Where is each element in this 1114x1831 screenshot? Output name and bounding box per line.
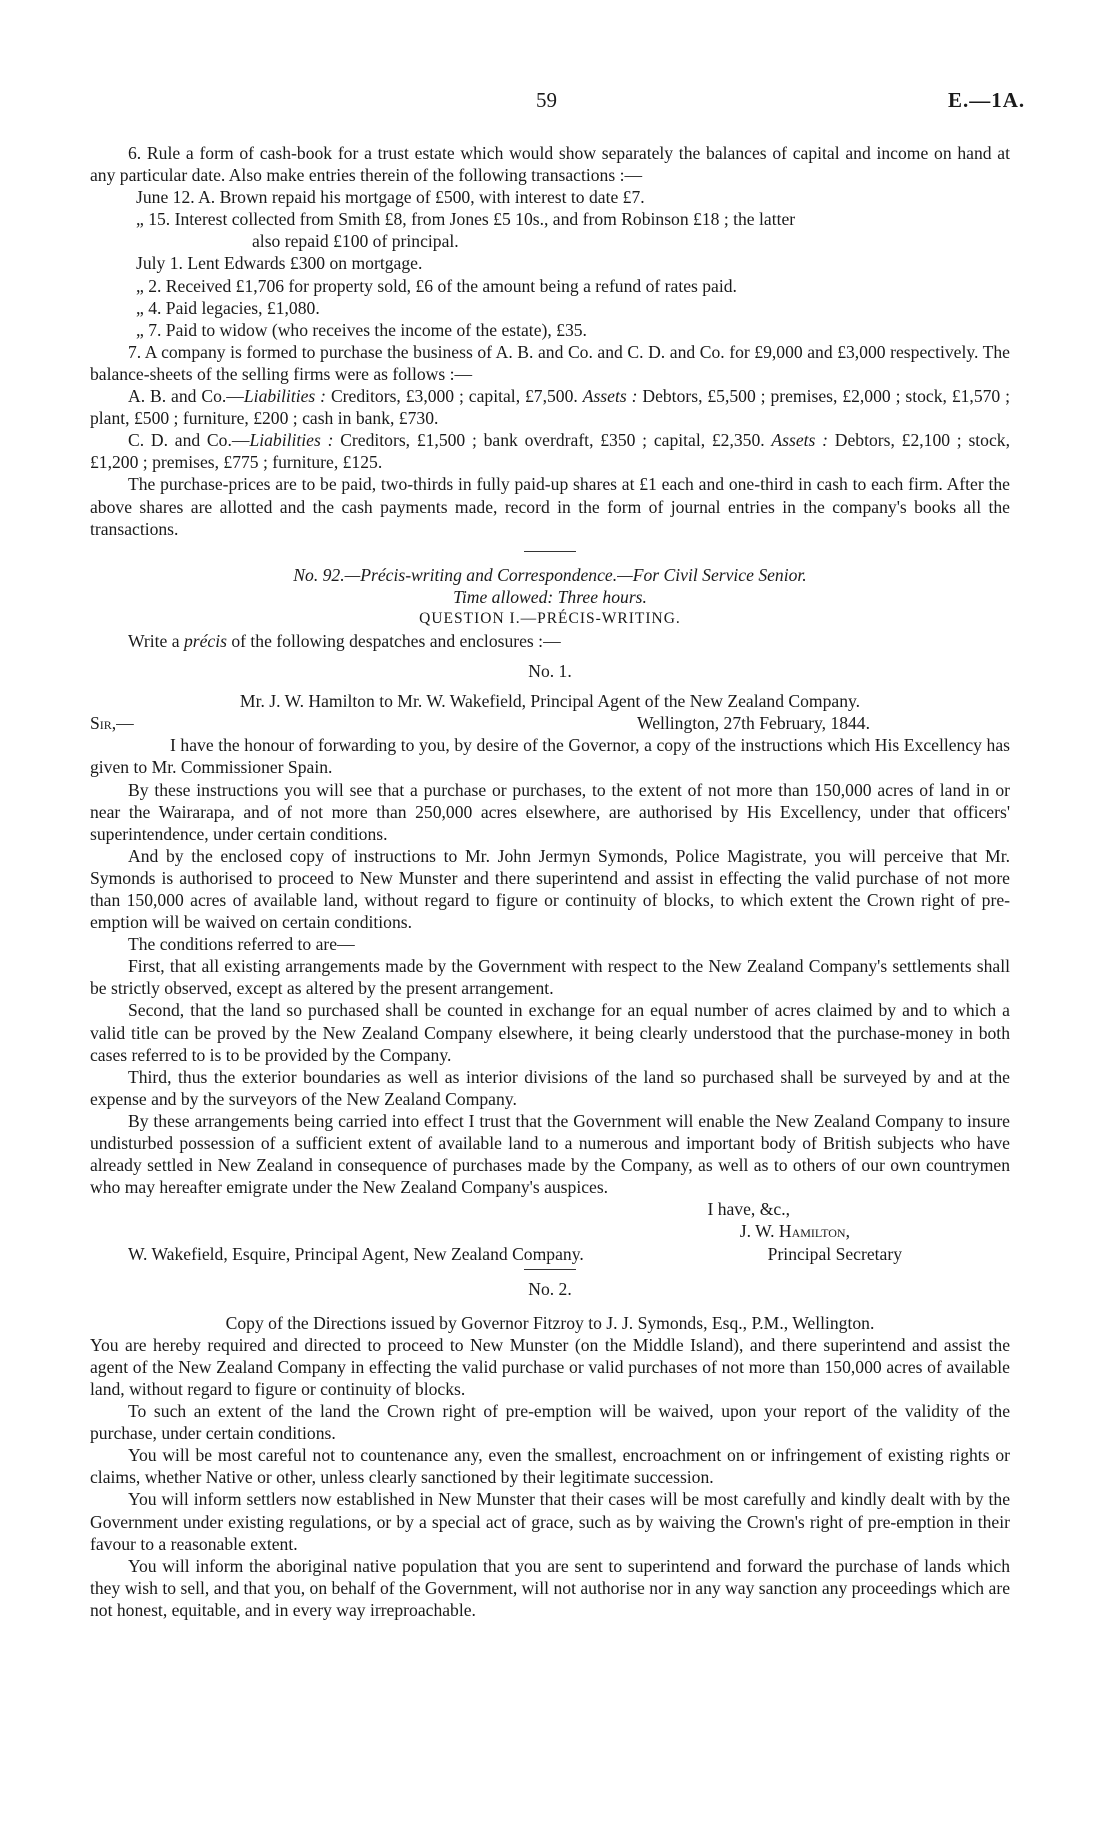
question-7-closing: The purchase-prices are to be paid, two-thirds in fully paid-up shares at £1 each and one-third in cash to each firm. After the above shares are allotted and the cash payments made, record in the form of journal entries in the company's books all the transactions.: [90, 474, 1010, 539]
instruction-text: Write a: [128, 630, 184, 651]
section-divider: [524, 551, 576, 552]
exam-instruction: [90, 630, 1010, 652]
transaction-line: „ 15. Interest collected from Smith £8, from Jones £5 10s., and from Robinson £18 ; the latter: [136, 209, 796, 230]
letter-paragraph: By these arrangements being carried into effect I trust that the Government will enable the New Zealand Company to insure undisturbed possession of a sufficient extent of available land to a numerous and important body of British subjects who have already settled in New Zealand in consequence of purchases made by the Company, as well as to others of our own countrymen who may hereafter emigrate under the New Zealand Company's auspices.: [90, 1110, 1010, 1198]
firm-name: C. D. and Co.—: [128, 430, 250, 451]
assets-text: Debtors, £2,100 ; stock, £1,200 ; premises, £775 ; furniture, £125.: [90, 430, 1010, 473]
letter-1-footer-row: [90, 1243, 1010, 1265]
letter-2-heading: Copy of the Directions issued by Governor Fitzroy to J. J. Symonds, Esq., P.M., Wellington.: [225, 1312, 875, 1333]
question-7-intro: 7. A company is formed to purchase the business of A. B. and Co. and C. D. and Co. for £9,000 and £3,000 respectively. The balance-sheets of the selling firms were as follows :—: [90, 341, 1010, 384]
exam-title: No. 92.—Précis-writing and Correspondence.—For Civil Service Senior.: [293, 564, 807, 585]
liabilities-label: Liabilities :: [249, 430, 334, 451]
signatory-title: Principal Secretary: [767, 1243, 902, 1264]
place-date: Wellington, 27th February, 1844.: [637, 713, 870, 734]
letter-paragraph: You are hereby required and directed to proceed to New Munster (on the Middle Island), and there superintend and assist the agent of the New Zealand Company in effecting the valid purchase or valid purchases of not more than 150,000 acres of available land, without regard to figure or continuity of blocks.: [90, 1334, 1010, 1399]
transaction-line: „ 4. Paid legacies, £1,080.: [136, 297, 320, 318]
letter-paragraph: Second, that the land so purchased shall be counted in exchange for an equal number of acres claimed by and to which a valid title can be proved by the New Zealand Company elsewhere, it being clearly understood that the purchase-money in both cases referred to is to be provided by the Company.: [90, 1000, 1010, 1065]
balance-sheet-cd: [90, 429, 1010, 473]
letter-paragraph: And by the enclosed copy of instructions to Mr. John Jermyn Symonds, Police Magistrate, you will perceive that Mr. Symonds is authorised to proceed to New Munster and there superintend and assist in effecting the valid purchase of not more than 150,000 acres of available land, without regard to figure or continuity of blocks, to which extent the Crown right of pre-emption will be waived on certain conditions.: [90, 845, 1010, 933]
instruction-text: of the following despatches and enclosures :—: [226, 630, 561, 651]
question-6-intro: 6. Rule a form of cash-book for a trust estate which would show separately the balances of capital and income on hand at any particular date. Also make entries therein of the following transactions :—: [90, 143, 1010, 186]
page-number: 59: [536, 88, 557, 112]
letter-paragraph: You will be most careful not to countenance any, even the smallest, encroachment on or infringement of existing rights or claims, whether Native or other, unless clearly sanctioned by their legitimate succession.: [90, 1445, 1010, 1488]
balance-sheet-ab: [90, 385, 1010, 429]
letter-closing: I have, &c.,: [707, 1199, 790, 1220]
exam-time: Time allowed: Three hours.: [453, 586, 647, 607]
letter-paragraph: I have the honour of forwarding to you, by desire of the Governor, a copy of the instructions which His Excellency has given to Mr. Commissioner Spain.: [90, 735, 1010, 778]
letter-paragraph: You will inform settlers now established in New Munster that their cases will be most carefully and kindly dealt with by the Government under existing regulations, or by a special act of grace, such as by waiving the Crown's right of pre-emption in their favour to a reasonable extent.: [90, 1489, 1010, 1554]
letter-1-heading: Mr. J. W. Hamilton to Mr. W. Wakefield, Principal Agent of the New Zealand Company.: [239, 691, 861, 712]
addressee: W. Wakefield, Esquire, Principal Agent, New Zealand Company.: [128, 1243, 584, 1264]
letter-paragraph: First, that all existing arrangements made by the Government with respect to the New Zealand Company's settlements shall be strictly observed, except as altered by the present arrangement.: [90, 956, 1010, 999]
question-heading: QUESTION I.—PRÉCIS-WRITING.: [419, 609, 681, 627]
transaction-line: July 1. Lent Edwards £300 on mortgage.: [136, 253, 423, 274]
letter-paragraph: The conditions referred to are—: [128, 934, 355, 955]
liabilities-text: Creditors, £3,000 ; capital, £7,500.: [326, 386, 583, 407]
firm-name: A. B. and Co.—: [128, 386, 244, 407]
salutation: Sir,—: [90, 713, 134, 734]
letter-paragraph: To such an extent of the land the Crown right of pre-emption will be waived, upon your report of the validity of the purchase, under certain conditions.: [90, 1401, 1010, 1444]
instruction-italic: précis: [183, 630, 227, 651]
assets-label: Assets :: [582, 386, 638, 407]
letter-2-number: No. 2.: [528, 1278, 572, 1299]
assets-label: Assets :: [771, 430, 829, 451]
page-content: [90, 142, 1010, 1621]
transaction-line-continued: also repaid £100 of principal.: [252, 231, 459, 252]
section-divider: [524, 1269, 576, 1270]
liabilities-label: Liabilities :: [243, 386, 327, 407]
document-reference: E.—1A.: [948, 88, 1026, 112]
signatory: J. W. Hamilton,: [739, 1221, 850, 1242]
letter-paragraph: You will inform the aboriginal native population that you are sent to superintend and forward the purchase of lands which they wish to sell, and that you, on behalf of the Government, will not authorise nor in any way sanction any proceedings which are not honest, equitable, and in every way irreproachable.: [90, 1555, 1010, 1620]
assets-text: Debtors, £5,500 ; premises, £2,000 ; stock, £1,570 ; plant, £500 ; furniture, £200 ; cash in bank, £730.: [90, 386, 1011, 429]
letter-paragraph: By these instructions you will see that a purchase or purchases, to the extent of not more than 150,000 acres of land in or near the Wairarapa, and of not more than 250,000 acres elsewhere, are authorised by His Excellency, under that officers' superintendence, under certain conditions.: [90, 779, 1010, 844]
letter-1-salutation-row: [90, 712, 1010, 734]
transaction-line: „ 2. Received £1,706 for property sold, £6 of the amount being a refund of rates paid.: [136, 275, 737, 296]
liabilities-text: Creditors, £1,500 ; bank overdraft, £350 ; capital, £2,350.: [333, 430, 772, 451]
transaction-line: June 12. A. Brown repaid his mortgage of £500, with interest to date £7.: [136, 187, 645, 208]
transaction-line: „ 7. Paid to widow (who receives the income of the estate), £35.: [136, 319, 587, 340]
letter-1-number: No. 1.: [528, 661, 572, 682]
letter-paragraph: Third, thus the exterior boundaries as well as interior divisions of the land so purchased shall be surveyed by and at the expense and by the surveyors of the New Zealand Company.: [90, 1066, 1010, 1109]
